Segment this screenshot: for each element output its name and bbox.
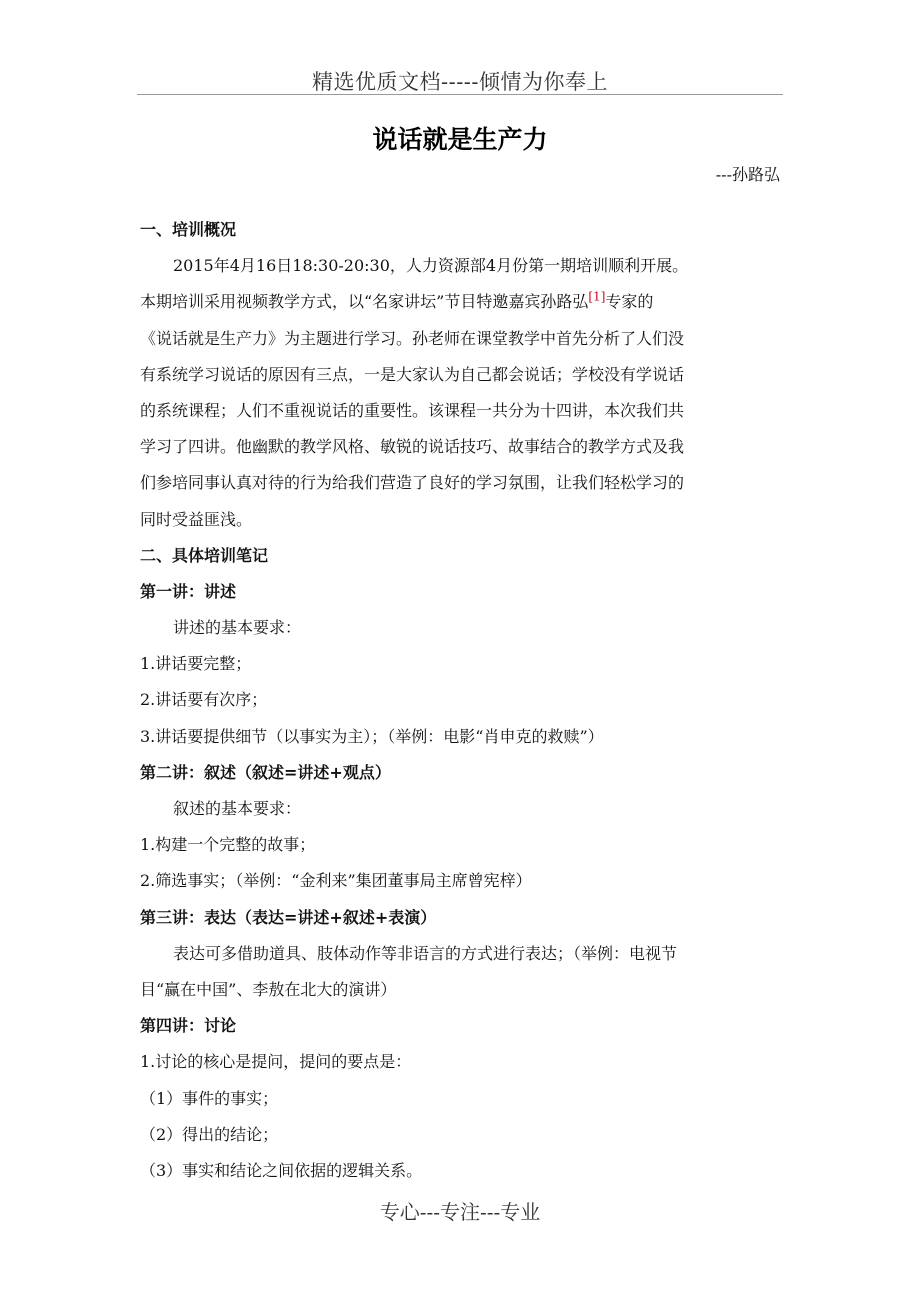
- paragraph-line: 的系统课程；人们不重视说话的重要性。该课程一共分为十四讲，本次我们共: [140, 400, 685, 420]
- list-item: 1.讨论的核心是提问，提问的要点是：: [140, 1052, 412, 1072]
- list-item: 2.筛选事实；（举例：“金利来”集团董事局主席曾宪梓）: [140, 871, 532, 891]
- document-title: 说话就是生产力: [372, 125, 548, 154]
- lecture-intro: 叙述的基本要求：: [173, 799, 302, 818]
- list-item: （2）得出的结论；: [140, 1124, 279, 1144]
- list-item: 3.讲话要提供细节（以事实为主）；（举例：电影“肖申克的救赎”）: [140, 726, 604, 746]
- author-line: ---孙路弘: [715, 165, 780, 184]
- paragraph-line: 有系统学习说话的原因有三点，一是大家认为自己都会说话；学校没有学说话: [140, 364, 685, 384]
- paragraph-line: 目“赢在中国”、李敖在北大的演讲）: [140, 979, 397, 999]
- list-item: （3）事实和结论之间依据的逻辑关系。: [140, 1160, 423, 1180]
- section-heading-overview: 一、培训概况: [140, 220, 237, 239]
- lecture-heading-2: 第二讲：叙述（叙述=讲述+观点）: [140, 762, 391, 782]
- page-footer: 专心---专注---专业: [379, 1200, 541, 1224]
- paragraph-text: 专家的: [605, 292, 654, 312]
- document-body: [140, 212, 780, 1189]
- page-header: 精选优质文档-----倾情为你奉上: [312, 70, 608, 94]
- list-item: （1）事件的事实；: [140, 1088, 279, 1108]
- list-item: 1.构建一个完整的故事；: [140, 835, 316, 855]
- list-item: 2.讲话要有次序；: [140, 690, 268, 710]
- paragraph-line: 学习了四讲。他幽默的教学风格、敏锐的说话技巧、故事结合的教学方式及我: [140, 437, 685, 457]
- header-divider: [137, 94, 783, 95]
- section-heading-notes: 二、具体培训笔记: [140, 545, 269, 565]
- lecture-intro: 讲述的基本要求：: [173, 618, 302, 638]
- paragraph-line: 表达可多借助道具、肢体动作等非语言的方式进行表达；（举例：电视节: [173, 943, 678, 963]
- lecture-heading-3: 第三讲：表达（表达=讲述+叙述+表演）: [140, 907, 437, 927]
- paragraph-line: 《说话就是生产力》为主题进行学习。孙老师在课堂教学中首先分析了人们没: [140, 328, 685, 348]
- list-item: 1.讲话要完整；: [140, 654, 252, 674]
- paragraph-text: 本期培训采用视频教学方式，以“名家讲坛”节目特邀嘉宾孙路弘: [140, 292, 589, 312]
- lecture-heading-1: 第一讲：讲述: [140, 581, 237, 601]
- paragraph-line: 们参培同事认真对待的行为给我们营造了良好的学习氛围，让我们轻松学习的: [140, 473, 685, 493]
- lecture-heading-4: 第四讲：讨论: [140, 1016, 237, 1036]
- paragraph-line: 2015年4月16日18:30-20:30，人力资源部4月份第一期培训顺利开展。: [173, 256, 689, 276]
- paragraph-line: [140, 284, 780, 320]
- footnote-reference[interactable]: [1]: [588, 290, 606, 305]
- paragraph-line: 同时受益匪浅。: [140, 509, 253, 529]
